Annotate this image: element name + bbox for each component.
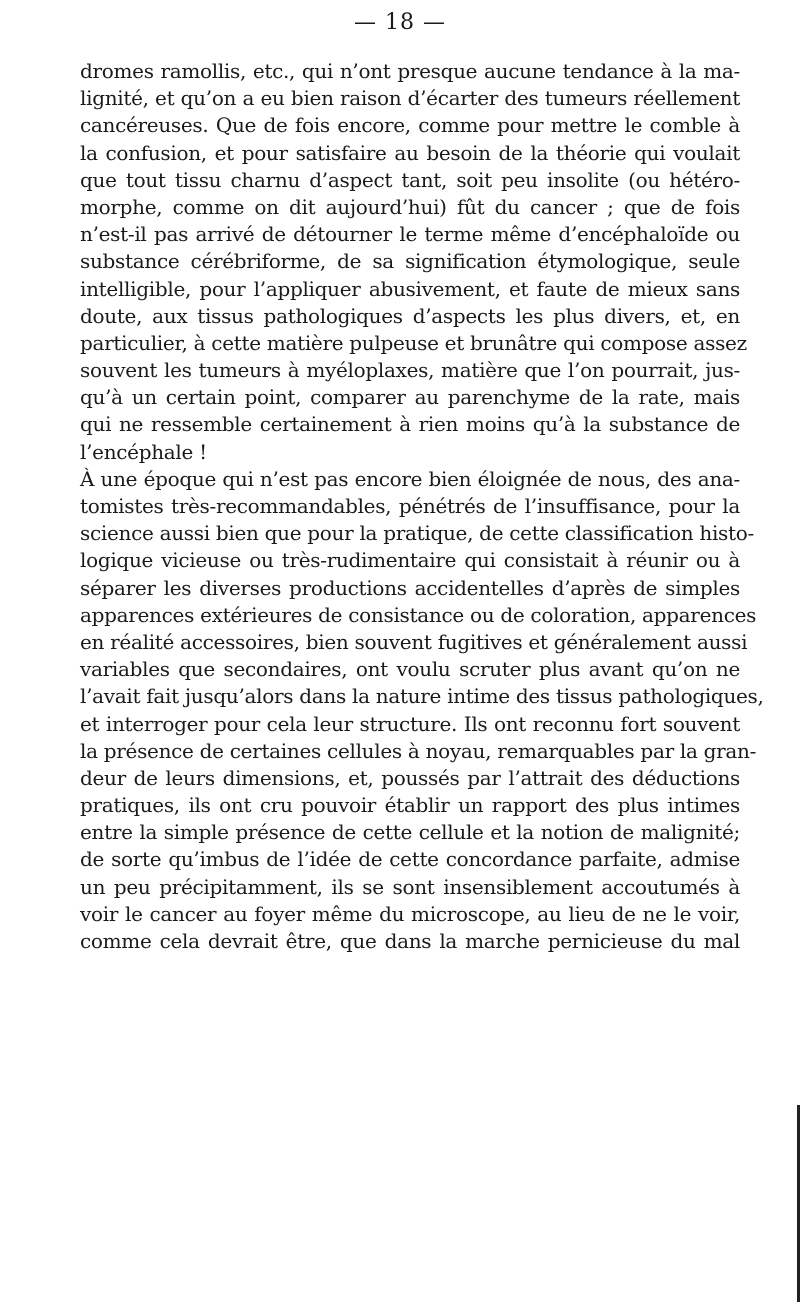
text-line: entre la simple présence de cette cellule et la notion de malignité; [80,820,740,845]
text-line: comme cela devrait être, que dans la marche pernicieuse du mal [80,929,740,953]
text-line: l’avait fait jusqu’alors dans la nature intime des tissus pathologiques, [80,684,764,709]
text-line: de sorte qu’imbus de l’idée de cette concordance parfaite, admise [80,847,740,872]
text-line: science aussi bien que pour la pratique, de cette classification histo- [80,521,754,546]
text-line: pratiques, ils ont cru pouvoir établir un rapport des plus intimes [80,793,740,818]
text-line: séparer les diverses productions accidentelles d’après de simples [80,575,740,600]
text-line: variables que secondaires, ont voulu scruter plus avant qu’on ne [80,657,740,682]
text-line: doute, aux tissus pathologiques d’aspects les plus divers, et, en [80,303,740,328]
text-line: substance cérébriforme, de sa signification étymologique, seule [80,249,740,274]
text-line: voir le cancer au foyer même du microscope, au lieu de ne le voir, [80,901,740,926]
text-line: intelligible, pour l’appliquer abusivement, et faute de mieux sans [80,276,740,301]
body-text [80,58,764,955]
text-line: un peu précipitamment, ils se sont insensiblement accoutumés à [80,874,740,899]
paragraph-end-line: l’encéphale ! [80,439,207,464]
text-line: souvent les tumeurs à myéloplaxes, matière que l’on pourrait, jus- [80,358,740,383]
page-number: — 18 — [354,10,446,35]
text-line: deur de leurs dimensions, et, poussés par l’attrait des déductions [80,765,740,790]
text-line: logique vicieuse ou très-rudimentaire qui consistait à réunir ou à [80,548,740,573]
text-line: la confusion, et pour satisfaire au besoin de la théorie qui voulait [80,140,740,165]
text-line: la présence de certaines cellules à noyau, remarquables par la gran- [80,738,757,763]
text-line: cancéreuses. Que de fois encore, comme pour mettre le comble à [80,113,740,138]
text-line: dromes ramollis, etc., qui n’ont presque aucune tendance à la ma- [80,59,740,83]
text-line: tomistes très-recommandables, pénétrés de l’insuffisance, pour la [80,494,740,518]
text-line: que tout tissu charnu d’aspect tant, soit peu insolite (ou hétéro- [80,167,740,192]
text-line: n’est-il pas arrivé de détourner le terme même d’encéphaloïde ou [80,222,740,247]
text-line: et interroger pour cela leur structure. Ils ont reconnu fort souvent [80,711,740,736]
text-line: morphe, comme on dit aujourd’hui) fût du cancer ; que de fois [80,194,740,219]
text-line: lignité, et qu’on a eu bien raison d’écarter des tumeurs réellement [80,86,740,111]
text-line: en réalité accessoires, bien souvent fugitives et généralement aussi [80,629,748,654]
text-line: qu’à un certain point, comparer au parenchyme de la rate, mais [80,385,740,410]
paragraph-start-line: À une époque qui n’est pas encore bien éloignée de nous, des ana- [80,466,740,491]
text-line: particulier, à cette matière pulpeuse et brunâtre qui compose assez [80,330,747,355]
text-line: qui ne ressemble certainement à rien moins qu’à la substance de [80,412,740,437]
text-line: apparences extérieures de consistance ou de coloration, apparences [80,602,757,627]
